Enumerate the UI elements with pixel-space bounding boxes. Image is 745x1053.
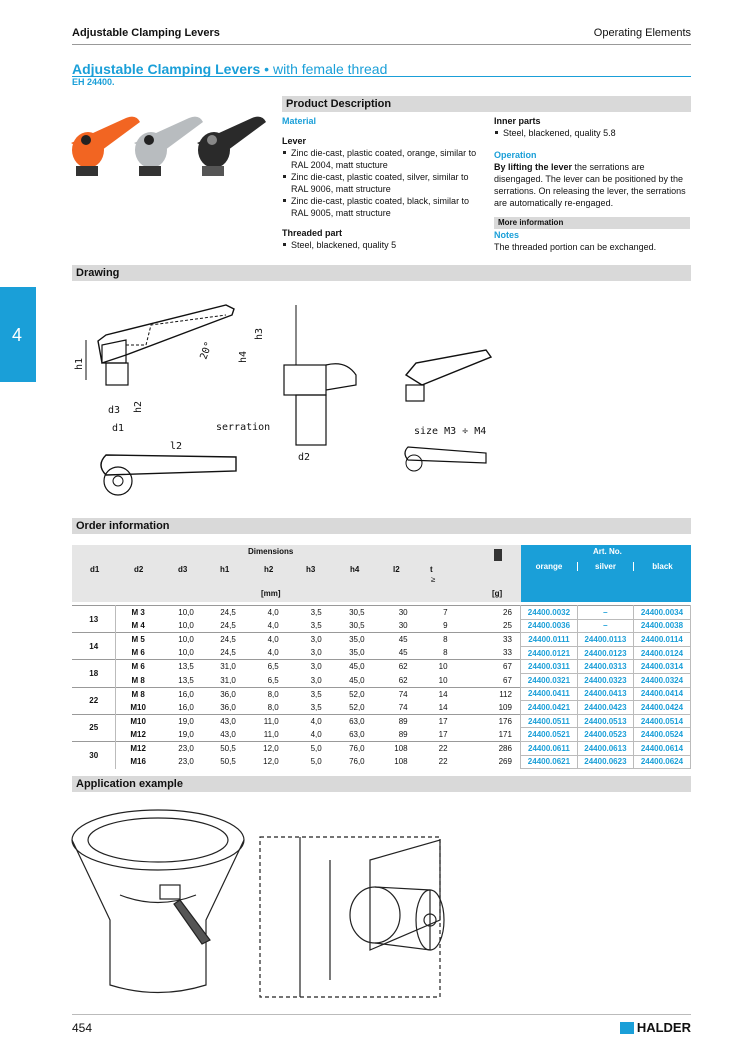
svg-text:d1: d1: [112, 423, 125, 434]
table-cell: 269: [498, 757, 512, 767]
table-cell: M 8: [131, 675, 145, 685]
material-label: Material: [282, 116, 317, 126]
table-cell: 10,0: [178, 648, 194, 658]
article-number[interactable]: 24400.0424: [633, 701, 690, 715]
t-note: ≥: [431, 575, 436, 584]
table-cell: 8: [443, 635, 448, 645]
table-cell: 52,0: [349, 689, 365, 699]
table-cell: 8: [443, 648, 448, 658]
product-code: EH 24400.: [72, 77, 115, 87]
table-cell: 23,0: [178, 743, 194, 753]
table-cell: 5,0: [310, 757, 322, 767]
table-cell: 36,0: [220, 689, 236, 699]
table-row: [72, 660, 691, 674]
article-number[interactable]: 24400.0124: [633, 646, 690, 660]
table-row: [72, 606, 691, 620]
table-cell: 89: [398, 716, 408, 726]
table-cell: 43,0: [220, 716, 236, 726]
table-row: [72, 701, 691, 715]
article-number[interactable]: 24400.0111: [520, 633, 577, 647]
table-cell: 62: [398, 662, 408, 672]
table-cell: 13,5: [178, 662, 194, 672]
article-number[interactable]: 24400.0121: [520, 646, 577, 660]
table-cell: M 5: [131, 635, 145, 645]
table-cell: 45: [398, 648, 408, 658]
color-black: black: [652, 562, 673, 571]
lever-label: Lever: [282, 136, 307, 146]
table-cell: 24,5: [220, 621, 236, 631]
table-row: [72, 687, 691, 701]
svg-text:h3: h3: [254, 327, 265, 340]
title-divider: [72, 76, 691, 77]
table-cell: 14: [438, 702, 448, 712]
table-cell: M 3: [131, 608, 145, 618]
svg-text:d3: d3: [108, 405, 121, 416]
article-number[interactable]: 24400.0032: [520, 606, 577, 620]
svg-text:h4: h4: [238, 350, 249, 363]
table-cell: 10: [438, 675, 448, 685]
article-number[interactable]: 24400.0621: [520, 755, 577, 769]
svg-text:d2: d2: [298, 452, 311, 463]
description-left-column: [282, 115, 482, 251]
cell-d1: 18: [72, 660, 116, 687]
table-cell: 23,0: [178, 757, 194, 767]
table-cell: 67: [503, 662, 512, 672]
table-cell: M10: [130, 702, 146, 712]
operation-text: By lifting the lever the serrations are disengaged. The lever can be positioned by the serrations. On releasing the lever, the serrations are automatically re-engaged.: [494, 162, 686, 208]
table-cell: 12,0: [263, 743, 279, 753]
table-cell: M12: [130, 729, 146, 739]
table-cell: 4,0: [267, 621, 279, 631]
table-cell: 3,0: [310, 648, 322, 658]
table-cell: 4,0: [310, 716, 322, 726]
column-header-h3: h3: [306, 565, 316, 574]
article-number[interactable]: 24400.0624: [633, 755, 690, 769]
table-cell: M10: [130, 716, 146, 726]
table-cell: 30,5: [349, 608, 365, 618]
table-row: [72, 633, 691, 647]
table-cell: 36,0: [220, 702, 236, 712]
table-cell: 4,0: [267, 648, 279, 658]
table-cell: 7: [443, 608, 448, 618]
table-row: [72, 646, 691, 660]
svg-text:20°: 20°: [198, 340, 215, 362]
table-cell: M 4: [131, 621, 145, 631]
table-cell: 8,0: [267, 702, 279, 712]
table-cell: 3,5: [310, 702, 322, 712]
threaded-item: Steel, blackened, quality 5: [282, 239, 482, 251]
table-cell: 17: [438, 716, 448, 726]
table-cell: 67: [503, 675, 512, 685]
table-cell: 3,5: [310, 621, 322, 631]
table-cell: 62: [398, 675, 408, 685]
artno-header: [521, 545, 691, 602]
table-cell: 5,0: [310, 743, 322, 753]
table-cell: 11,0: [263, 729, 279, 739]
table-cell: 10,0: [178, 621, 194, 631]
article-number[interactable]: 24400.0623: [577, 755, 633, 769]
table-row: [72, 728, 691, 742]
dimensions-label: Dimensions: [248, 547, 294, 556]
brand-logo: [620, 1020, 691, 1035]
table-cell: 16,0: [178, 689, 194, 699]
table-cell: 10,0: [178, 635, 194, 645]
table-cell: 171: [498, 729, 512, 739]
table-cell: 45,0: [349, 662, 365, 672]
table-cell: 31,0: [220, 662, 236, 672]
notes-text: The threaded portion can be exchanged.: [494, 242, 657, 252]
product-description-heading: Product Description: [282, 96, 691, 112]
table-cell: 3,0: [310, 635, 322, 645]
application-drawing: [70, 800, 450, 1000]
table-cell: 3,5: [310, 689, 322, 699]
article-number[interactable]: 24400.0311: [520, 660, 577, 674]
table-cell: 16,0: [178, 702, 194, 712]
inner-list: [494, 127, 690, 139]
operation-label: Operation: [494, 150, 537, 160]
table-cell: 3,0: [310, 662, 322, 672]
table-cell: 74: [398, 702, 408, 712]
table-cell: 25: [503, 621, 512, 631]
weight-unit: [g]: [492, 589, 503, 598]
table-cell: M16: [130, 757, 146, 767]
table-cell: 76,0: [349, 743, 365, 753]
article-number[interactable]: 24400.0423: [577, 701, 633, 715]
threaded-list: [282, 239, 482, 251]
article-number[interactable]: 24400.0036: [520, 619, 577, 633]
article-number[interactable]: 24400.0513: [577, 714, 633, 728]
artno-label: Art. No.: [593, 547, 622, 556]
table-cell: M 8: [131, 689, 145, 699]
table-cell: 3,0: [310, 675, 322, 685]
table-cell: 30,5: [349, 621, 365, 631]
cell-d1: 14: [72, 633, 116, 660]
table-cell: 43,0: [220, 729, 236, 739]
table-cell: 9: [443, 621, 448, 631]
order-table: [72, 605, 691, 769]
table-cell: 6,5: [267, 662, 279, 672]
article-number[interactable]: 24400.0421: [520, 701, 577, 715]
silver-lever-image: [134, 117, 203, 176]
column-header-d2: d2: [134, 565, 144, 574]
table-cell: 35,0: [349, 648, 365, 658]
table-cell: 176: [498, 716, 512, 726]
technical-drawing: [66, 285, 496, 500]
table-cell: 4,0: [310, 729, 322, 739]
article-number[interactable]: 24400.0321: [520, 673, 577, 687]
column-header-t: t: [430, 565, 433, 574]
table-cell: 6,5: [267, 675, 279, 685]
article-number[interactable]: 24400.0524: [633, 728, 690, 742]
mm-label: [mm]: [261, 589, 281, 598]
table-cell: 24,5: [220, 608, 236, 618]
article-number[interactable]: –: [577, 619, 633, 633]
cell-d1: 25: [72, 714, 116, 741]
table-cell: 89: [398, 729, 408, 739]
notes-label: Notes: [494, 230, 520, 240]
column-header-h1: h1: [220, 565, 230, 574]
cell-d1: 22: [72, 687, 116, 714]
lever-item: Zinc die-cast, plastic coated, silver, similar to RAL 9006, matt structure: [282, 171, 482, 195]
table-cell: 109: [498, 702, 512, 712]
chapter-tab[interactable]: 4: [0, 287, 36, 382]
side-view: [86, 305, 296, 385]
article-number[interactable]: 24400.0034: [633, 606, 690, 620]
column-header-l2: l2: [393, 565, 400, 574]
table-cell: 19,0: [178, 716, 194, 726]
table-cell: 13,5: [178, 675, 194, 685]
section-view: [284, 364, 356, 445]
table-cell: 74: [398, 689, 408, 699]
black-lever-image: [197, 117, 266, 176]
table-row: [72, 755, 691, 769]
table-cell: 4,0: [267, 635, 279, 645]
more-info-bar[interactable]: More information: [494, 217, 690, 229]
table-cell: 10: [438, 662, 448, 672]
inner-item: Steel, blackened, quality 5.8: [494, 127, 690, 139]
color-orange: orange: [521, 562, 578, 571]
header-left: Adjustable Clamping Levers: [72, 27, 220, 39]
table-row: [72, 619, 691, 633]
brand-logo-icon: [620, 1022, 634, 1034]
column-header-d1: d1: [90, 565, 100, 574]
table-cell: 10,0: [178, 608, 194, 618]
article-number[interactable]: 24400.0313: [577, 660, 633, 674]
small-size-view: [405, 350, 491, 471]
product-photo: [66, 98, 276, 188]
header-right: Operating Elements: [593, 27, 691, 39]
table-cell: 50,5: [220, 757, 236, 767]
table-cell: 24,5: [220, 648, 236, 658]
svg-text:h2: h2: [133, 400, 144, 413]
lever-list: [282, 147, 482, 219]
article-number[interactable]: 24400.0514: [633, 714, 690, 728]
table-cell: 31,0: [220, 675, 236, 685]
table-cell: 45,0: [349, 675, 365, 685]
article-number[interactable]: 24400.0114: [633, 633, 690, 647]
table-cell: 63,0: [349, 716, 365, 726]
article-number[interactable]: 24400.0323: [577, 673, 633, 687]
table-cell: 35,0: [349, 635, 365, 645]
table-cell: 24,5: [220, 635, 236, 645]
table-cell: 76,0: [349, 757, 365, 767]
svg-text:size M3 ÷ M4: size M3 ÷ M4: [414, 426, 487, 437]
table-cell: M12: [130, 743, 146, 753]
footer-divider: [72, 1014, 691, 1015]
order-table-header: [72, 545, 691, 602]
article-number[interactable]: 24400.0523: [577, 728, 633, 742]
article-number[interactable]: 24400.0614: [633, 741, 690, 755]
article-number[interactable]: –: [577, 606, 633, 620]
table-cell: 4,0: [267, 608, 279, 618]
order-heading: Order information: [72, 518, 691, 534]
svg-text:h1: h1: [74, 357, 85, 370]
svg-text:serration: serration: [216, 422, 271, 433]
lever-item: Zinc die-cast, plastic coated, black, similar to RAL 9005, matt structure: [282, 195, 482, 219]
table-row: [72, 673, 691, 687]
article-number[interactable]: 24400.0521: [520, 728, 577, 742]
table-cell: 30: [398, 608, 408, 618]
table-cell: 63,0: [349, 729, 365, 739]
table-cell: 45: [398, 635, 408, 645]
column-header-d3: d3: [178, 565, 188, 574]
cell-d1: 13: [72, 606, 116, 633]
header-divider: [72, 44, 691, 45]
table-cell: 12,0: [263, 757, 279, 767]
article-number[interactable]: 24400.0613: [577, 741, 633, 755]
description-right-column: [494, 115, 690, 253]
table-cell: M 6: [131, 648, 145, 658]
article-number[interactable]: 24400.0314: [633, 660, 690, 674]
top-view: [101, 455, 236, 495]
table-cell: 108: [394, 757, 408, 767]
article-number[interactable]: 24400.0123: [577, 646, 633, 660]
application-heading: Application example: [72, 776, 691, 792]
color-silver: silver: [578, 562, 634, 571]
column-header-h2: h2: [264, 565, 274, 574]
page-title: Adjustable Clamping Levers • with female thread: [72, 61, 388, 77]
table-cell: 8,0: [267, 689, 279, 699]
lever-item: Zinc die-cast, plastic coated, orange, similar to RAL 2004, matt stucture: [282, 147, 482, 171]
table-cell: 17: [438, 729, 448, 739]
column-header-h4: h4: [350, 565, 360, 574]
table-cell: 50,5: [220, 743, 236, 753]
table-cell: 30: [398, 621, 408, 631]
article-number[interactable]: 24400.0324: [633, 673, 690, 687]
table-cell: 3,5: [310, 608, 322, 618]
article-number[interactable]: 24400.0413: [577, 687, 633, 701]
table-cell: 26: [503, 608, 512, 618]
table-cell: 286: [498, 743, 512, 753]
threaded-label: Threaded part: [282, 228, 343, 238]
page-number: 454: [72, 1021, 93, 1035]
table-cell: 33: [503, 635, 512, 645]
brand-name: HALDER: [636, 1020, 691, 1035]
order-table-body: [72, 605, 691, 769]
table-cell: 14: [438, 689, 448, 699]
weight-icon: [494, 549, 502, 561]
drawing-heading: Drawing: [72, 265, 691, 281]
article-number[interactable]: 24400.0411: [520, 687, 577, 701]
orange-lever-image: [71, 117, 140, 176]
article-number[interactable]: 24400.0038: [633, 619, 690, 633]
inner-parts-label: Inner parts: [494, 116, 541, 126]
article-number[interactable]: 24400.0611: [520, 741, 577, 755]
table-cell: 22: [438, 757, 448, 767]
table-cell: 52,0: [349, 702, 365, 712]
cell-d1: 30: [72, 741, 116, 768]
table-cell: 33: [503, 648, 512, 658]
table-row: [72, 741, 691, 755]
table-cell: 22: [438, 743, 448, 753]
table-cell: 19,0: [178, 729, 194, 739]
table-cell: M 6: [131, 662, 145, 672]
article-number[interactable]: 24400.0511: [520, 714, 577, 728]
article-number[interactable]: 24400.0414: [633, 687, 690, 701]
table-row: [72, 714, 691, 728]
table-cell: 112: [499, 689, 512, 699]
table-cell: 11,0: [263, 716, 279, 726]
table-cell: 108: [394, 743, 408, 753]
article-number[interactable]: 24400.0113: [577, 633, 633, 647]
svg-text:l2: l2: [170, 441, 183, 452]
